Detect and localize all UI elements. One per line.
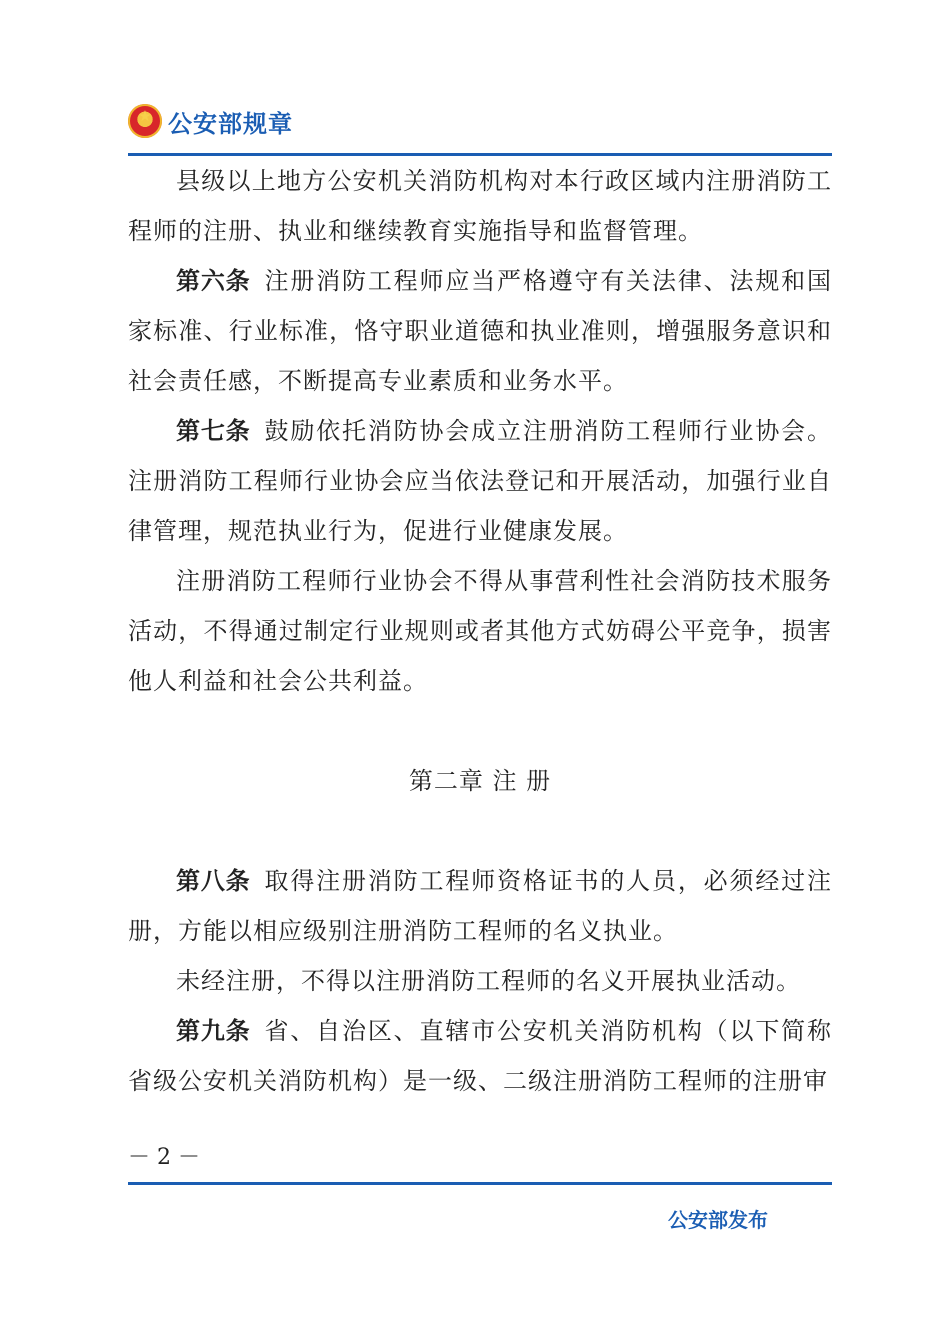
- paragraph: [128, 1006, 832, 1106]
- paragraph: [128, 556, 832, 706]
- page-header: [128, 96, 293, 146]
- paragraph: [128, 256, 832, 406]
- footer-publisher: 公安部发布: [668, 1208, 768, 1232]
- article-number: 第八条: [176, 867, 251, 895]
- paragraph: [128, 406, 832, 556]
- paragraph-text: 注册消防工程师行业协会不得从事营利性社会消防技术服务活动，不得通过制定行业规则或者其他方式妨碍公平竞争，损害他人利益和社会公共利益。: [128, 567, 832, 695]
- national-emblem-icon: [128, 104, 162, 138]
- paragraph: [128, 156, 832, 256]
- paragraph-text: 取得注册消防工程师资格证书的人员，必须经过注册，方能以相应级别注册消防工程师的名义执业。: [128, 867, 832, 945]
- article-number: 第七条: [176, 417, 251, 445]
- paragraph-text: 鼓励依托消防协会成立注册消防工程师行业协会。注册消防工程师行业协会应当依法登记和开展活动，加强行业自律管理，规范执业行为，促进行业健康发展。: [128, 417, 832, 545]
- paragraph: [128, 856, 832, 956]
- chapter-title: 第二章 注 册: [408, 767, 552, 795]
- paragraph-text: 省、自治区、直辖市公安机关消防机构（以下简称省级公安机关消防机构）是一级、二级注册消防工程师的注册审: [128, 1017, 832, 1095]
- paragraph: [128, 956, 832, 1006]
- page-number: － 2 －: [128, 1145, 200, 1170]
- header-title: 公安部规章: [168, 109, 293, 138]
- footer-divider: [128, 1182, 832, 1185]
- article-number: 第九条: [176, 1017, 251, 1045]
- paragraph-text: 未经注册，不得以注册消防工程师的名义开展执业活动。: [176, 967, 801, 995]
- paragraph-text: 注册消防工程师应当严格遵守有关法律、法规和国家标准、行业标准，恪守职业道德和执业准则，增强服务意识和社会责任感，不断提高专业素质和业务水平。: [128, 267, 832, 395]
- document-body: [128, 156, 832, 1106]
- article-number: 第六条: [176, 267, 251, 295]
- paragraph-text: 县级以上地方公安机关消防机构对本行政区域内注册消防工程师的注册、执业和继续教育实施指导和监督管理。: [128, 167, 832, 245]
